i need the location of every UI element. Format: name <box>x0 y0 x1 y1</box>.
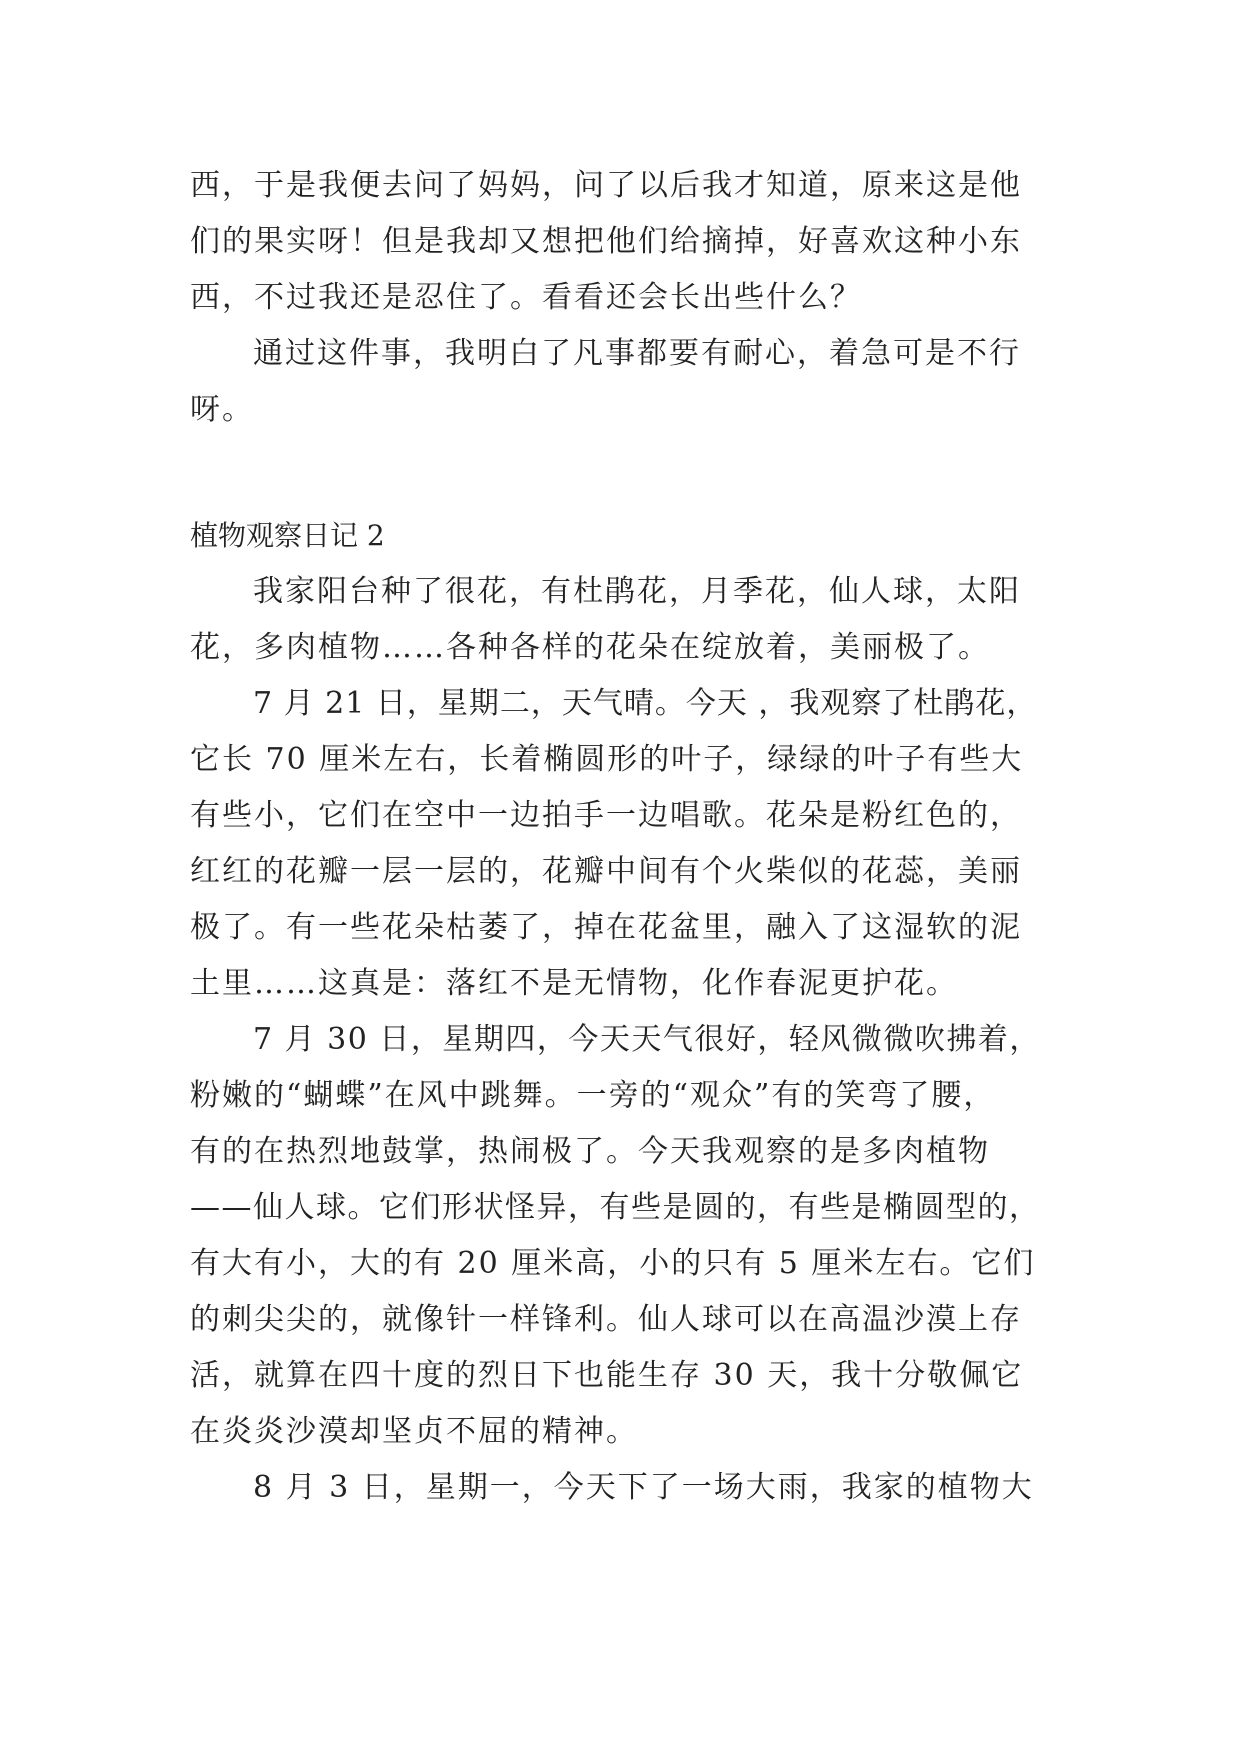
paragraph-line: 有些小，它们在空中一边拍手一边唱歌。花朵是粉红色的， <box>190 798 1022 833</box>
paragraph-line: 8 月 3 日，星期一，今天下了一场大雨，我家的植物大 <box>253 1470 1034 1505</box>
paragraph-line: ——仙人球。它们形状怪异，有些是圆的，有些是椭圆型的， <box>190 1190 1041 1225</box>
paragraph-line: 在炎炎沙漠却坚贞不屈的精神。 <box>190 1414 638 1449</box>
paragraph-line: 通过这件事，我明白了凡事都要有耐心，着急可是不行 <box>253 336 1021 371</box>
paragraph-line: 红红的花瓣一层一层的，花瓣中间有个火柴似的花蕊，美丽 <box>190 854 1022 889</box>
paragraph-line: 我家阳台种了很花，有杜鹃花，月季花，仙人球，太阳 <box>253 574 1021 609</box>
paragraph-line: 活，就算在四十度的烈日下也能生存 30 天，我十分敬佩它 <box>190 1358 1024 1393</box>
paragraph-line: 们的果实呀！但是我却又想把他们给摘掉，好喜欢这种小东 <box>190 224 1022 259</box>
paragraph-line: 它长 70 厘米左右，长着椭圆形的叶子，绿绿的叶子有些大 <box>190 742 1024 777</box>
paragraph-line: 7 月 30 日，星期四，今天天气很好，轻风微微吹拂着， <box>253 1022 1041 1057</box>
section-title: 植物观察日记 2 <box>190 519 385 552</box>
paragraph-line: 西，不过我还是忍住了。看看还会长出些什么？ <box>190 280 862 315</box>
paragraph-line: 有大有小，大的有 20 厘米高，小的只有 5 厘米左右。它们 <box>190 1246 1036 1281</box>
paragraph-line: 7 月 21 日，星期二，天气晴。今天 ，我观察了杜鹃花， <box>253 686 1038 721</box>
paragraph-line: 极了。有一些花朵枯萎了，掉在花盆里，融入了这湿软的泥 <box>190 910 1022 945</box>
paragraph-line: 的刺尖尖的，就像针一样锋利。仙人球可以在高温沙漠上存 <box>190 1302 1022 1337</box>
paragraph-line: 有的在热烈地鼓掌，热闹极了。今天我观察的是多肉植物 <box>190 1134 990 1169</box>
paragraph-line: 花，多肉植物……各种各样的花朵在绽放着，美丽极了。 <box>190 630 990 665</box>
paragraph-line: 土里……这真是：落红不是无情物，化作春泥更护花。 <box>190 966 958 1001</box>
paragraph-line: 西，于是我便去问了妈妈，问了以后我才知道，原来这是他 <box>190 168 1022 203</box>
paragraph-line: 呀。 <box>190 392 254 427</box>
paragraph-line: 粉嫩的“蝴蝶”在风中跳舞。一旁的“观众”有的笑弯了腰， <box>190 1078 996 1113</box>
